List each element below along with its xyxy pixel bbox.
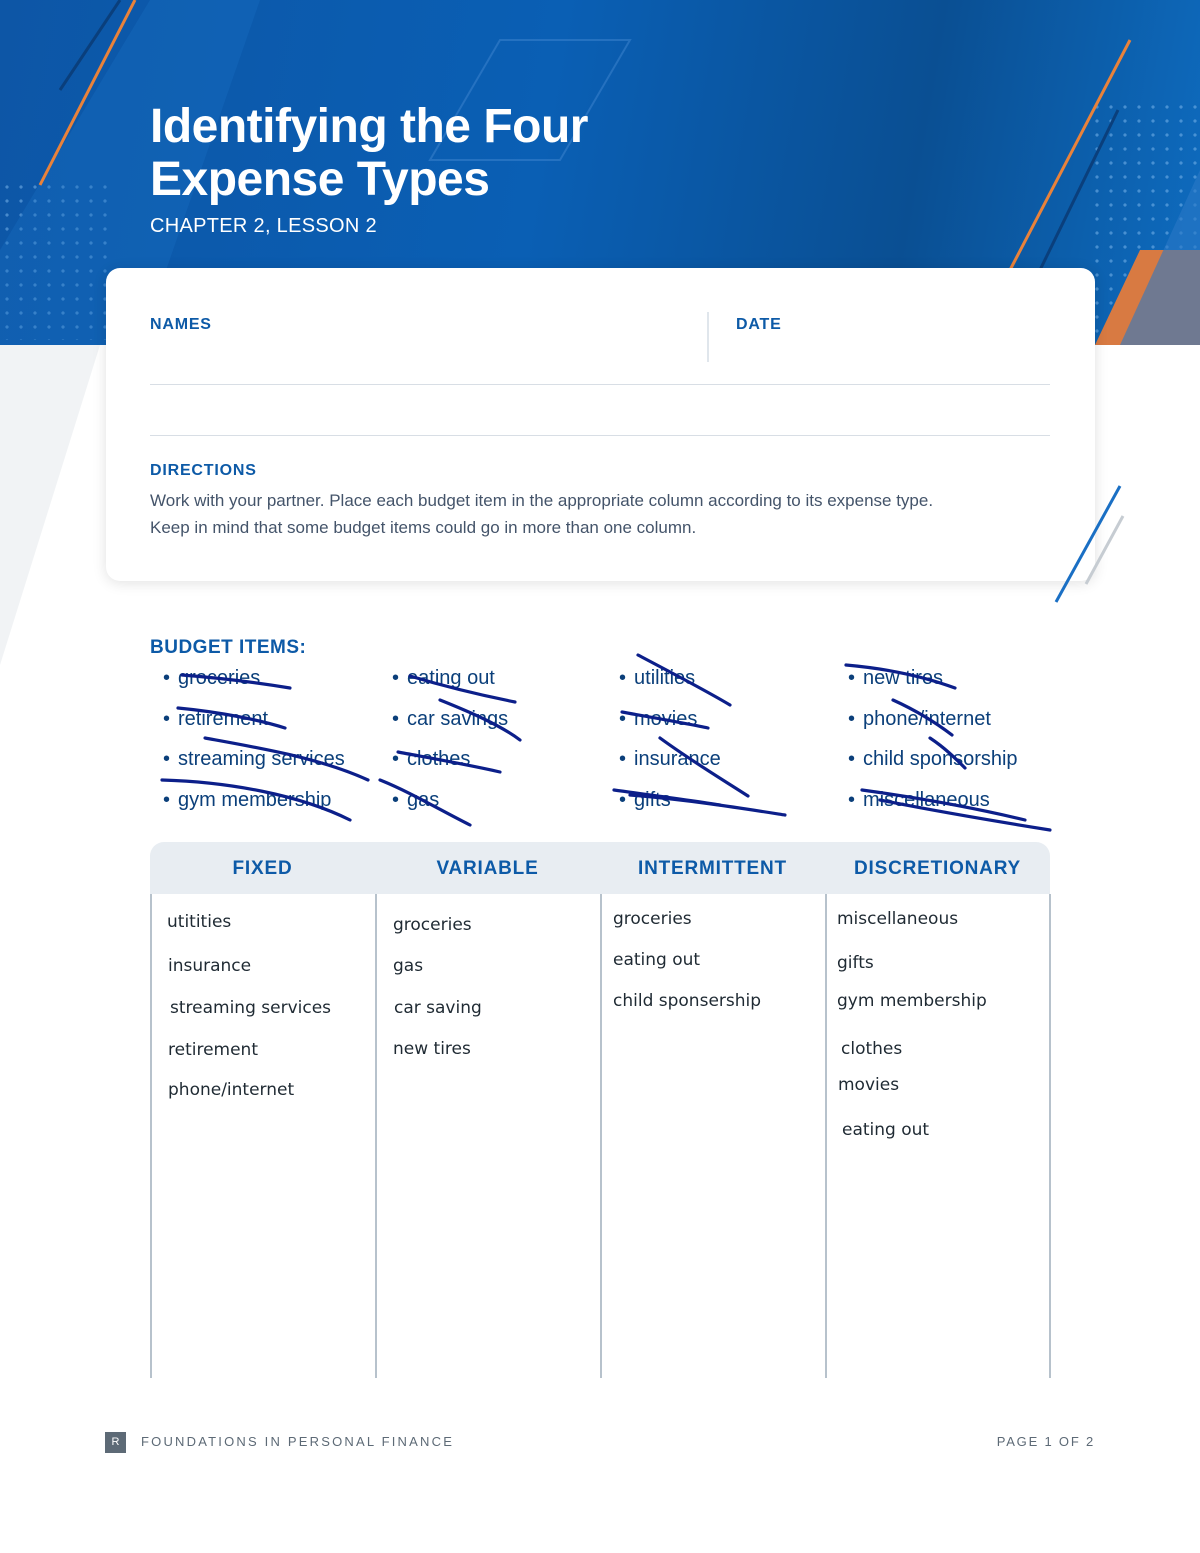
date-label: DATE xyxy=(736,316,782,333)
column-border xyxy=(600,894,602,1378)
budget-item: • gym membership xyxy=(163,789,345,830)
column-border xyxy=(1049,894,1051,1378)
budget-item: • miscellaneous xyxy=(848,789,1018,830)
directions-line-1: Work with your partner. Place each budget item in the appropriate column according to its expense type. xyxy=(150,491,934,510)
budget-item: • child sponsorship xyxy=(848,748,1018,789)
column-border xyxy=(825,894,827,1378)
directions-text xyxy=(150,487,1060,541)
budget-column-2 xyxy=(392,667,508,829)
discretionary-entry[interactable]: eating out xyxy=(842,1120,930,1140)
decorative-shape xyxy=(0,345,120,745)
intermittent-entry[interactable]: eating out xyxy=(613,950,701,970)
budget-item: • gas xyxy=(392,789,508,830)
names-line[interactable] xyxy=(150,384,1050,385)
budget-item: • retirement xyxy=(163,708,345,749)
intermittent-entry[interactable]: child sponsership xyxy=(613,991,762,1011)
budget-item: • phone/internet xyxy=(848,708,1018,749)
variable-entry[interactable]: gas xyxy=(393,956,424,976)
fixed-entry[interactable]: phone/internet xyxy=(168,1080,295,1100)
column-header-fixed: FIXED xyxy=(232,858,293,879)
page-number: PAGE 1 OF 2 xyxy=(996,1434,1095,1449)
divider xyxy=(707,312,709,362)
discretionary-entry[interactable]: gifts xyxy=(837,953,874,973)
column-border xyxy=(375,894,377,1378)
column-border xyxy=(150,894,152,1378)
budget-column-4 xyxy=(848,667,1018,829)
budget-item: • streaming services xyxy=(163,748,345,789)
page-title xyxy=(150,100,850,206)
column-header-discretionary: DISCRETIONARY xyxy=(854,858,1021,879)
budget-item: • clothes xyxy=(392,748,508,789)
budget-item: • insurance xyxy=(619,748,721,789)
intermittent-entry[interactable]: groceries xyxy=(613,909,692,929)
budget-item: • groceries xyxy=(163,667,345,708)
names-label: NAMES xyxy=(150,316,212,333)
discretionary-entry[interactable]: clothes xyxy=(841,1039,903,1059)
title-line-1: Identifying the Four xyxy=(150,100,588,153)
fixed-entry[interactable]: streaming services xyxy=(170,998,332,1018)
title-line-2: Expense Types xyxy=(150,153,490,206)
fixed-entry[interactable]: retirement xyxy=(168,1040,258,1060)
card-accent-lines xyxy=(1050,480,1130,620)
names-line-2[interactable] xyxy=(150,435,1050,436)
budget-column-3 xyxy=(619,667,721,829)
budget-column-1 xyxy=(163,667,345,829)
footer-text: FOUNDATIONS IN PERSONAL FINANCE xyxy=(141,1434,455,1449)
budget-item: • new tires xyxy=(848,667,1018,708)
variable-entry[interactable]: groceries xyxy=(393,915,472,935)
fixed-entry[interactable]: insurance xyxy=(168,956,252,976)
budget-item: • car savings xyxy=(392,708,508,749)
column-header-intermittent: INTERMITTENT xyxy=(638,858,787,879)
variable-entry[interactable]: new tires xyxy=(393,1039,471,1059)
variable-entry[interactable]: car saving xyxy=(394,998,482,1018)
discretionary-entry[interactable]: miscellaneous xyxy=(837,909,959,929)
directions-label: DIRECTIONS xyxy=(150,462,257,479)
budget-item: • eating out xyxy=(392,667,508,708)
budget-items-label: BUDGET ITEMS: xyxy=(150,637,307,658)
column-header-variable: VARIABLE xyxy=(436,858,539,879)
discretionary-entry[interactable]: gym membership xyxy=(837,991,987,1011)
fixed-entry[interactable]: utitities xyxy=(167,912,232,932)
discretionary-entry[interactable]: movies xyxy=(838,1075,900,1095)
brand-logo: R xyxy=(105,1432,126,1453)
info-card xyxy=(106,268,1095,581)
budget-item: • utilities xyxy=(619,667,721,708)
budget-item: • gifts xyxy=(619,789,721,830)
chapter-subtitle: CHAPTER 2, LESSON 2 xyxy=(150,215,377,237)
directions-line-2: Keep in mind that some budget items could go in more than one column. xyxy=(150,518,697,537)
budget-item: • movies xyxy=(619,708,721,749)
